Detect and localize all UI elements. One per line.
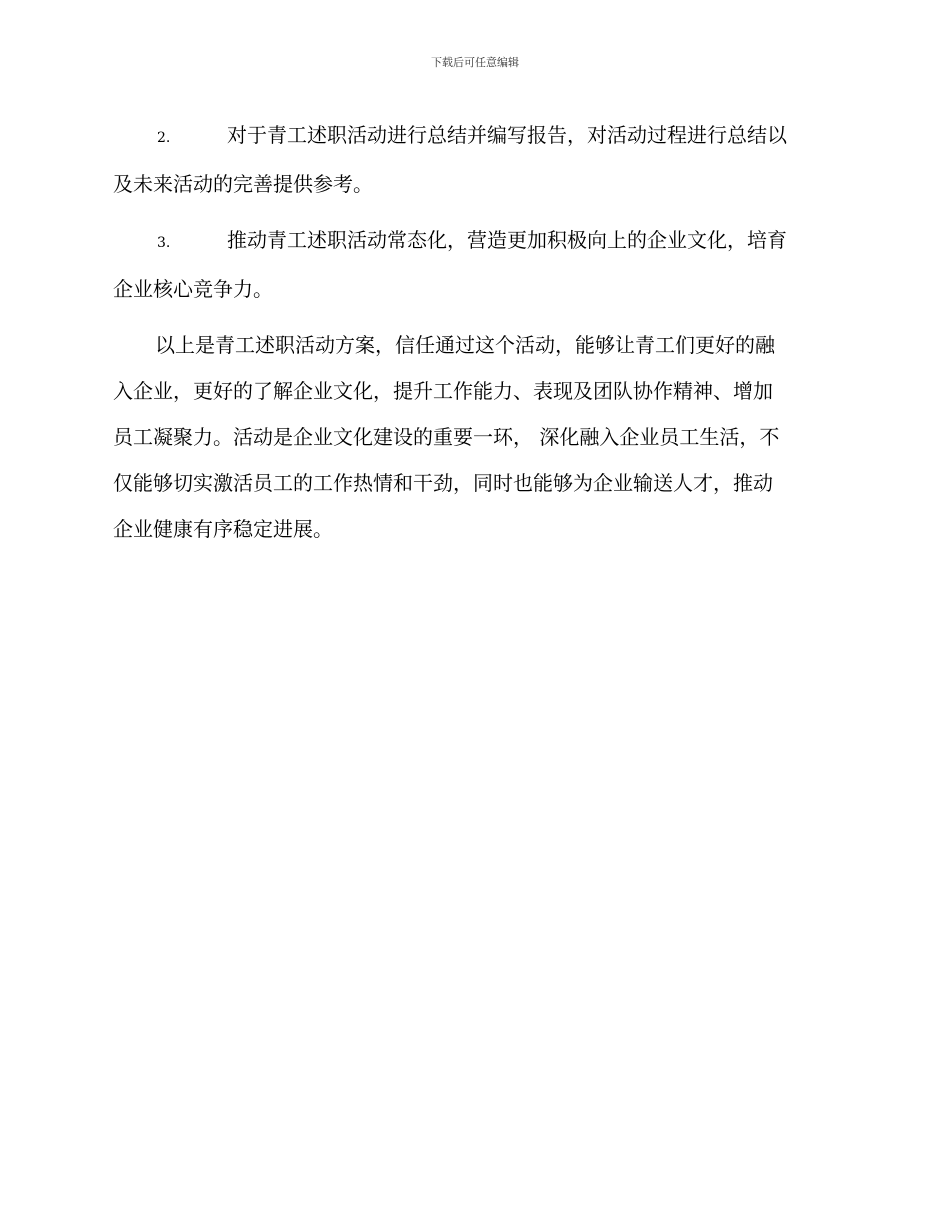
list-item-continuation: 及未来活动的完善提供参考。 — [113, 172, 373, 196]
list-item-text: 对于青工述职活动进行总结并编写报告，对活动过程进行总结以 — [227, 123, 787, 147]
list-item-number: 3. — [157, 235, 171, 251]
conclusion-line: 仅能够切实激活员工的工作热情和干劲，同时也能够为企业输送人才，推动 — [113, 471, 773, 495]
page-header: 下载后可任意编辑 — [431, 56, 519, 69]
list-item-first-line — [113, 217, 835, 266]
conclusion-line: 企业健康有序稳定进展。 — [113, 517, 333, 541]
list-item-text: 推动青工述职活动常态化，营造更加积极向上的企业文化，培育 — [227, 228, 787, 252]
conclusion-line: 员工凝聚力。活动是企业文化建设的重要一环， 深化融入企业员工生活，不 — [113, 425, 780, 449]
document-body — [113, 112, 835, 562]
list-item-2 — [113, 112, 835, 207]
list-item-continuation: 企业核心竞争力。 — [113, 277, 273, 301]
list-item-3 — [113, 217, 835, 312]
conclusion-paragraph — [113, 322, 835, 552]
list-item-number: 2. — [157, 130, 171, 146]
list-item-first-line — [113, 112, 835, 161]
conclusion-line: 入企业，更好的了解企业文化，提升工作能力、表现及团队协作精神、增加 — [113, 379, 773, 403]
conclusion-line: 以上是青工述职活动方案，信任通过这个活动，能够让青工们更好的融 — [155, 333, 775, 357]
